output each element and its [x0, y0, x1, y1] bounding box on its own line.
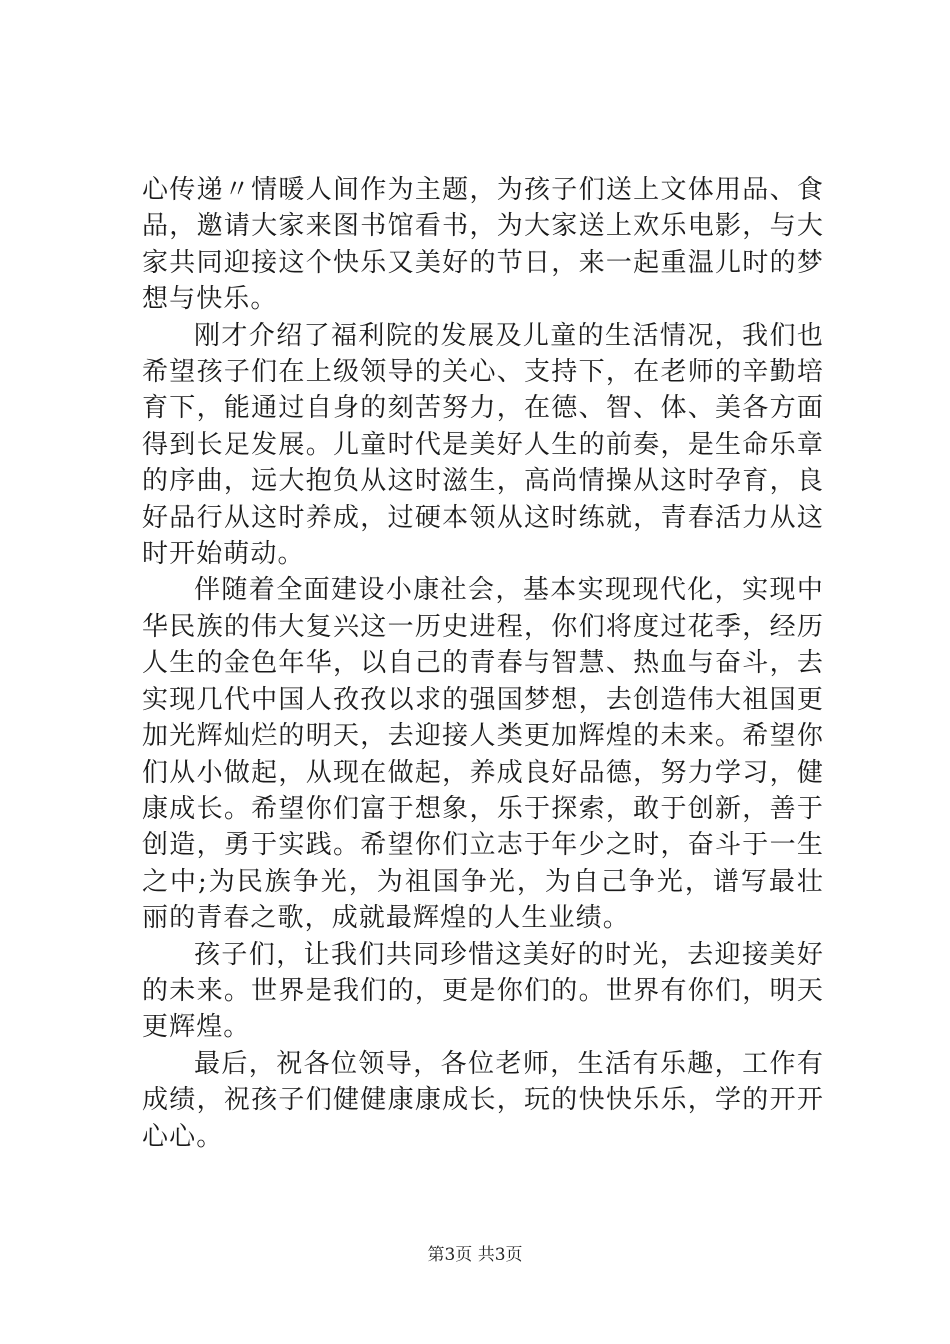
- document-body: [142, 172, 824, 1155]
- paragraph-3: 伴随着全面建设小康社会，基本实现现代化，实现中华民族的伟大复兴这一历史进程，你们将度过花季，经历人生的金色年华，以自己的青春与智慧、热血与奋斗，去实现几代中国人孜孜以求的强国梦想，去创造伟大祖国更加光辉灿烂的明天，去迎接人类更加辉煌的未来。希望你们从小做起，从现在做起，养成良好品德，努力学习，健康成长。希望你们富于想象，乐于探索，敢于创新，善于创造，勇于实践。希望你们立志于年少之时，奋斗于一生之中;为民族争光，为祖国争光，为自己争光，谱写最壮丽的青春之歌，成就最辉煌的人生业绩。: [142, 575, 824, 934]
- paragraph-1: 心传递〃情暖人间作为主题，为孩子们送上文体用品、食品，邀请大家来图书馆看书，为大家送上欢乐电影，与大家共同迎接这个快乐又美好的节日，来一起重温儿时的梦想与快乐。: [142, 175, 824, 315]
- paragraph-5: 最后，祝各位领导，各位老师，生活有乐趣，工作有成绩，祝孩子们健健康康成长，玩的快快乐乐，学的开开心心。: [142, 1048, 824, 1152]
- page-footer: [0, 1244, 950, 1266]
- paragraph-4: 孩子们，让我们共同珍惜这美好的时光，去迎接美好的未来。世界是我们的，更是你们的。世界有你们，明天更辉煌。: [142, 939, 824, 1043]
- paragraph-2: 刚才介绍了福利院的发展及儿童的生活情况，我们也希望孩子们在上级领导的关心、支持下，在老师的辛勤培育下，能通过自身的刻苦努力，在德、智、体、美各方面得到长足发展。儿童时代是美好人生的前奏，是生命乐章的序曲，远大抱负从这时滋生，高尚情操从这时孕育，良好品行从这时养成，过硬本领从这时练就，青春活力从这时开始萌动。: [142, 320, 824, 570]
- page-number-label: 第3页 共3页: [427, 1245, 523, 1265]
